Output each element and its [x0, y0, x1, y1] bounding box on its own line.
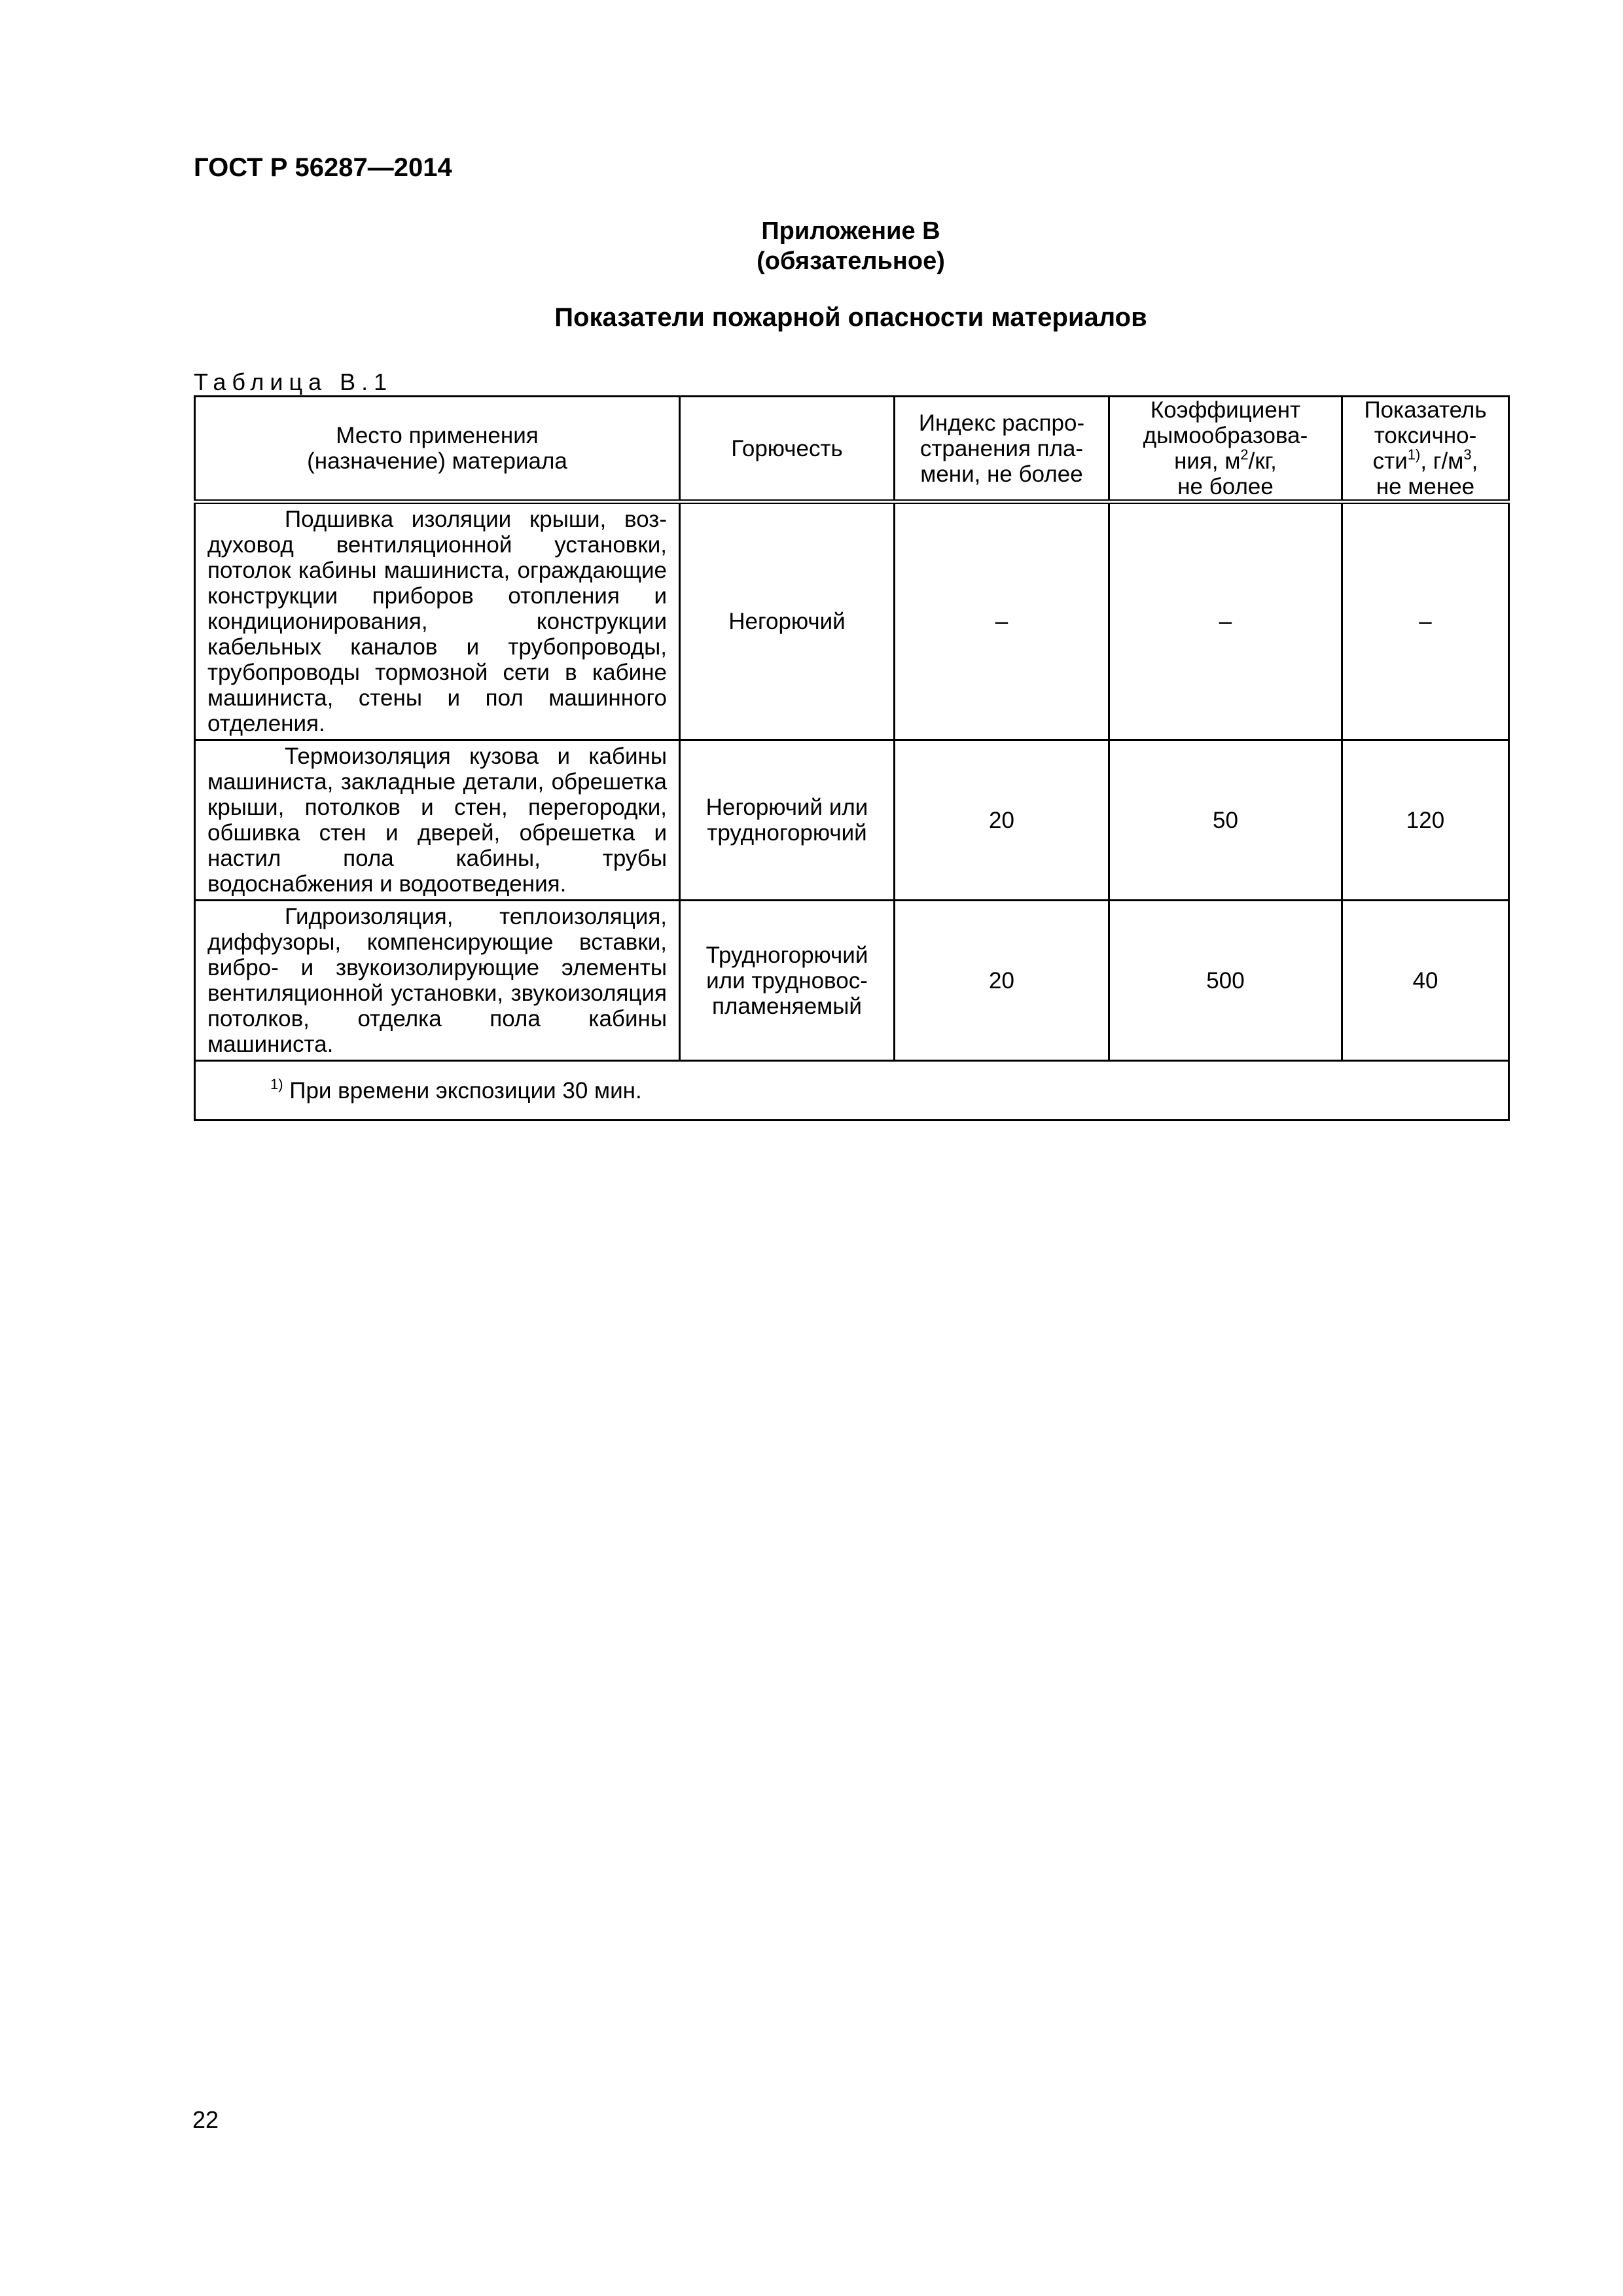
cell-flammability-line: трудногорючий	[707, 820, 867, 846]
cell-place	[195, 901, 680, 1061]
table-row	[195, 502, 1509, 740]
header-flame-index-line: странения пла-	[919, 435, 1084, 461]
cell-place	[195, 740, 680, 901]
header-toxicity-line: Показатель	[1364, 397, 1487, 423]
table-caption: Таблица В.1	[194, 368, 393, 395]
header-flammability: Горючесть	[680, 397, 895, 502]
header-place-line: (назначение) материала	[307, 448, 567, 474]
header-flame-index-line: мени, не более	[920, 461, 1083, 487]
table-footnote	[195, 1061, 1509, 1121]
cell-smoke-coefficient: –	[1109, 502, 1342, 740]
header-toxicity-line: токсично-	[1374, 423, 1477, 448]
cell-flammability-line: пламеняемый	[712, 993, 862, 1019]
cell-flame-index: 20	[895, 901, 1109, 1061]
header-smoke-text: ния, м	[1174, 448, 1241, 474]
superscript: 2	[1240, 446, 1249, 463]
appendix-title: Приложение В	[761, 217, 940, 245]
cell-smoke-coefficient: 500	[1109, 901, 1342, 1061]
fire-hazard-table	[194, 395, 1510, 1121]
cell-flammability-line: или трудновос-	[706, 967, 868, 994]
header-smoke-coefficient	[1109, 397, 1342, 502]
header-toxicity-text: сти	[1372, 448, 1408, 474]
superscript: 1)	[1407, 446, 1421, 463]
header-flame-index-line: Индекс распро-	[918, 410, 1085, 436]
page-number: 22	[192, 2106, 219, 2133]
cell-place-text: Гидроизоляция, теплоизоляция, диффузоры, компенсирующие вставки, вибро- и звукоизолирующие элементы вентиляционной установки, звукоизоляция потолков, отделка пола кабины машиниста.	[207, 904, 667, 1057]
cell-flammability	[680, 502, 895, 740]
cell-flammability-line: Трудногорючий	[705, 942, 868, 968]
table-row	[195, 740, 1509, 901]
footnote-mark: 1)	[270, 1075, 283, 1092]
cell-place-text: Подшивка изоляции крыши, воздуховод вентиляционной установки, потолок кабины машиниста, ограждающие конструкции приборов отопления и кондиционирования, конструкции кабельных каналов и трубопроводы, трубопроводы тормозной сети в кабине машиниста, стены и пол машинного отделения.	[207, 507, 667, 736]
cell-flammability	[680, 740, 895, 901]
cell-flammability-line: Негорючий	[728, 609, 846, 634]
cell-flame-index: 20	[895, 740, 1109, 901]
header-flame-index	[895, 397, 1109, 502]
table-row	[195, 901, 1509, 1061]
cell-flammability	[680, 901, 895, 1061]
cell-place-text: Термоизоляция кузова и кабины машиниста, закладные детали, обрешетка крыши, потолков и стен, перегородки, обшивка стен и дверей, обрешетка и настил пола кабины, трубы водоснабжения и водоотведения.	[207, 744, 667, 897]
header-toxicity-line	[1355, 448, 1496, 474]
cell-toxicity: –	[1342, 502, 1509, 740]
header-toxicity	[1342, 397, 1509, 502]
header-toxicity-text: ,	[1471, 448, 1478, 474]
table-footnote-row	[195, 1061, 1509, 1121]
superscript: 3	[1463, 446, 1472, 463]
cell-toxicity: 120	[1342, 740, 1509, 901]
table-header-row	[195, 397, 1509, 502]
header-place-line: Место применения	[336, 423, 539, 448]
header-smoke-line	[1122, 448, 1329, 474]
header-smoke-line: дымообразова-	[1143, 423, 1308, 448]
header-smoke-text: /кг,	[1248, 448, 1277, 474]
header-toxicity-text: , г/м	[1420, 448, 1464, 474]
cell-place	[195, 502, 680, 740]
cell-toxicity: 40	[1342, 901, 1509, 1061]
cell-flammability-line: Негорючий или	[705, 795, 868, 820]
document-code: ГОСТ Р 56287—2014	[194, 153, 452, 182]
cell-smoke-coefficient: 50	[1109, 740, 1342, 901]
footnote-text: При времени экспозиции 30 мин.	[283, 1077, 642, 1103]
appendix-heading	[0, 216, 1623, 276]
header-smoke-line: Коэффициент	[1150, 397, 1301, 423]
appendix-status: (обязательное)	[757, 247, 945, 275]
section-title: Показатели пожарной опасности материалов	[554, 303, 1147, 332]
header-smoke-line: не более	[1177, 474, 1274, 499]
header-place	[195, 397, 680, 502]
cell-flame-index: –	[895, 502, 1109, 740]
header-toxicity-line: не менее	[1376, 474, 1475, 499]
